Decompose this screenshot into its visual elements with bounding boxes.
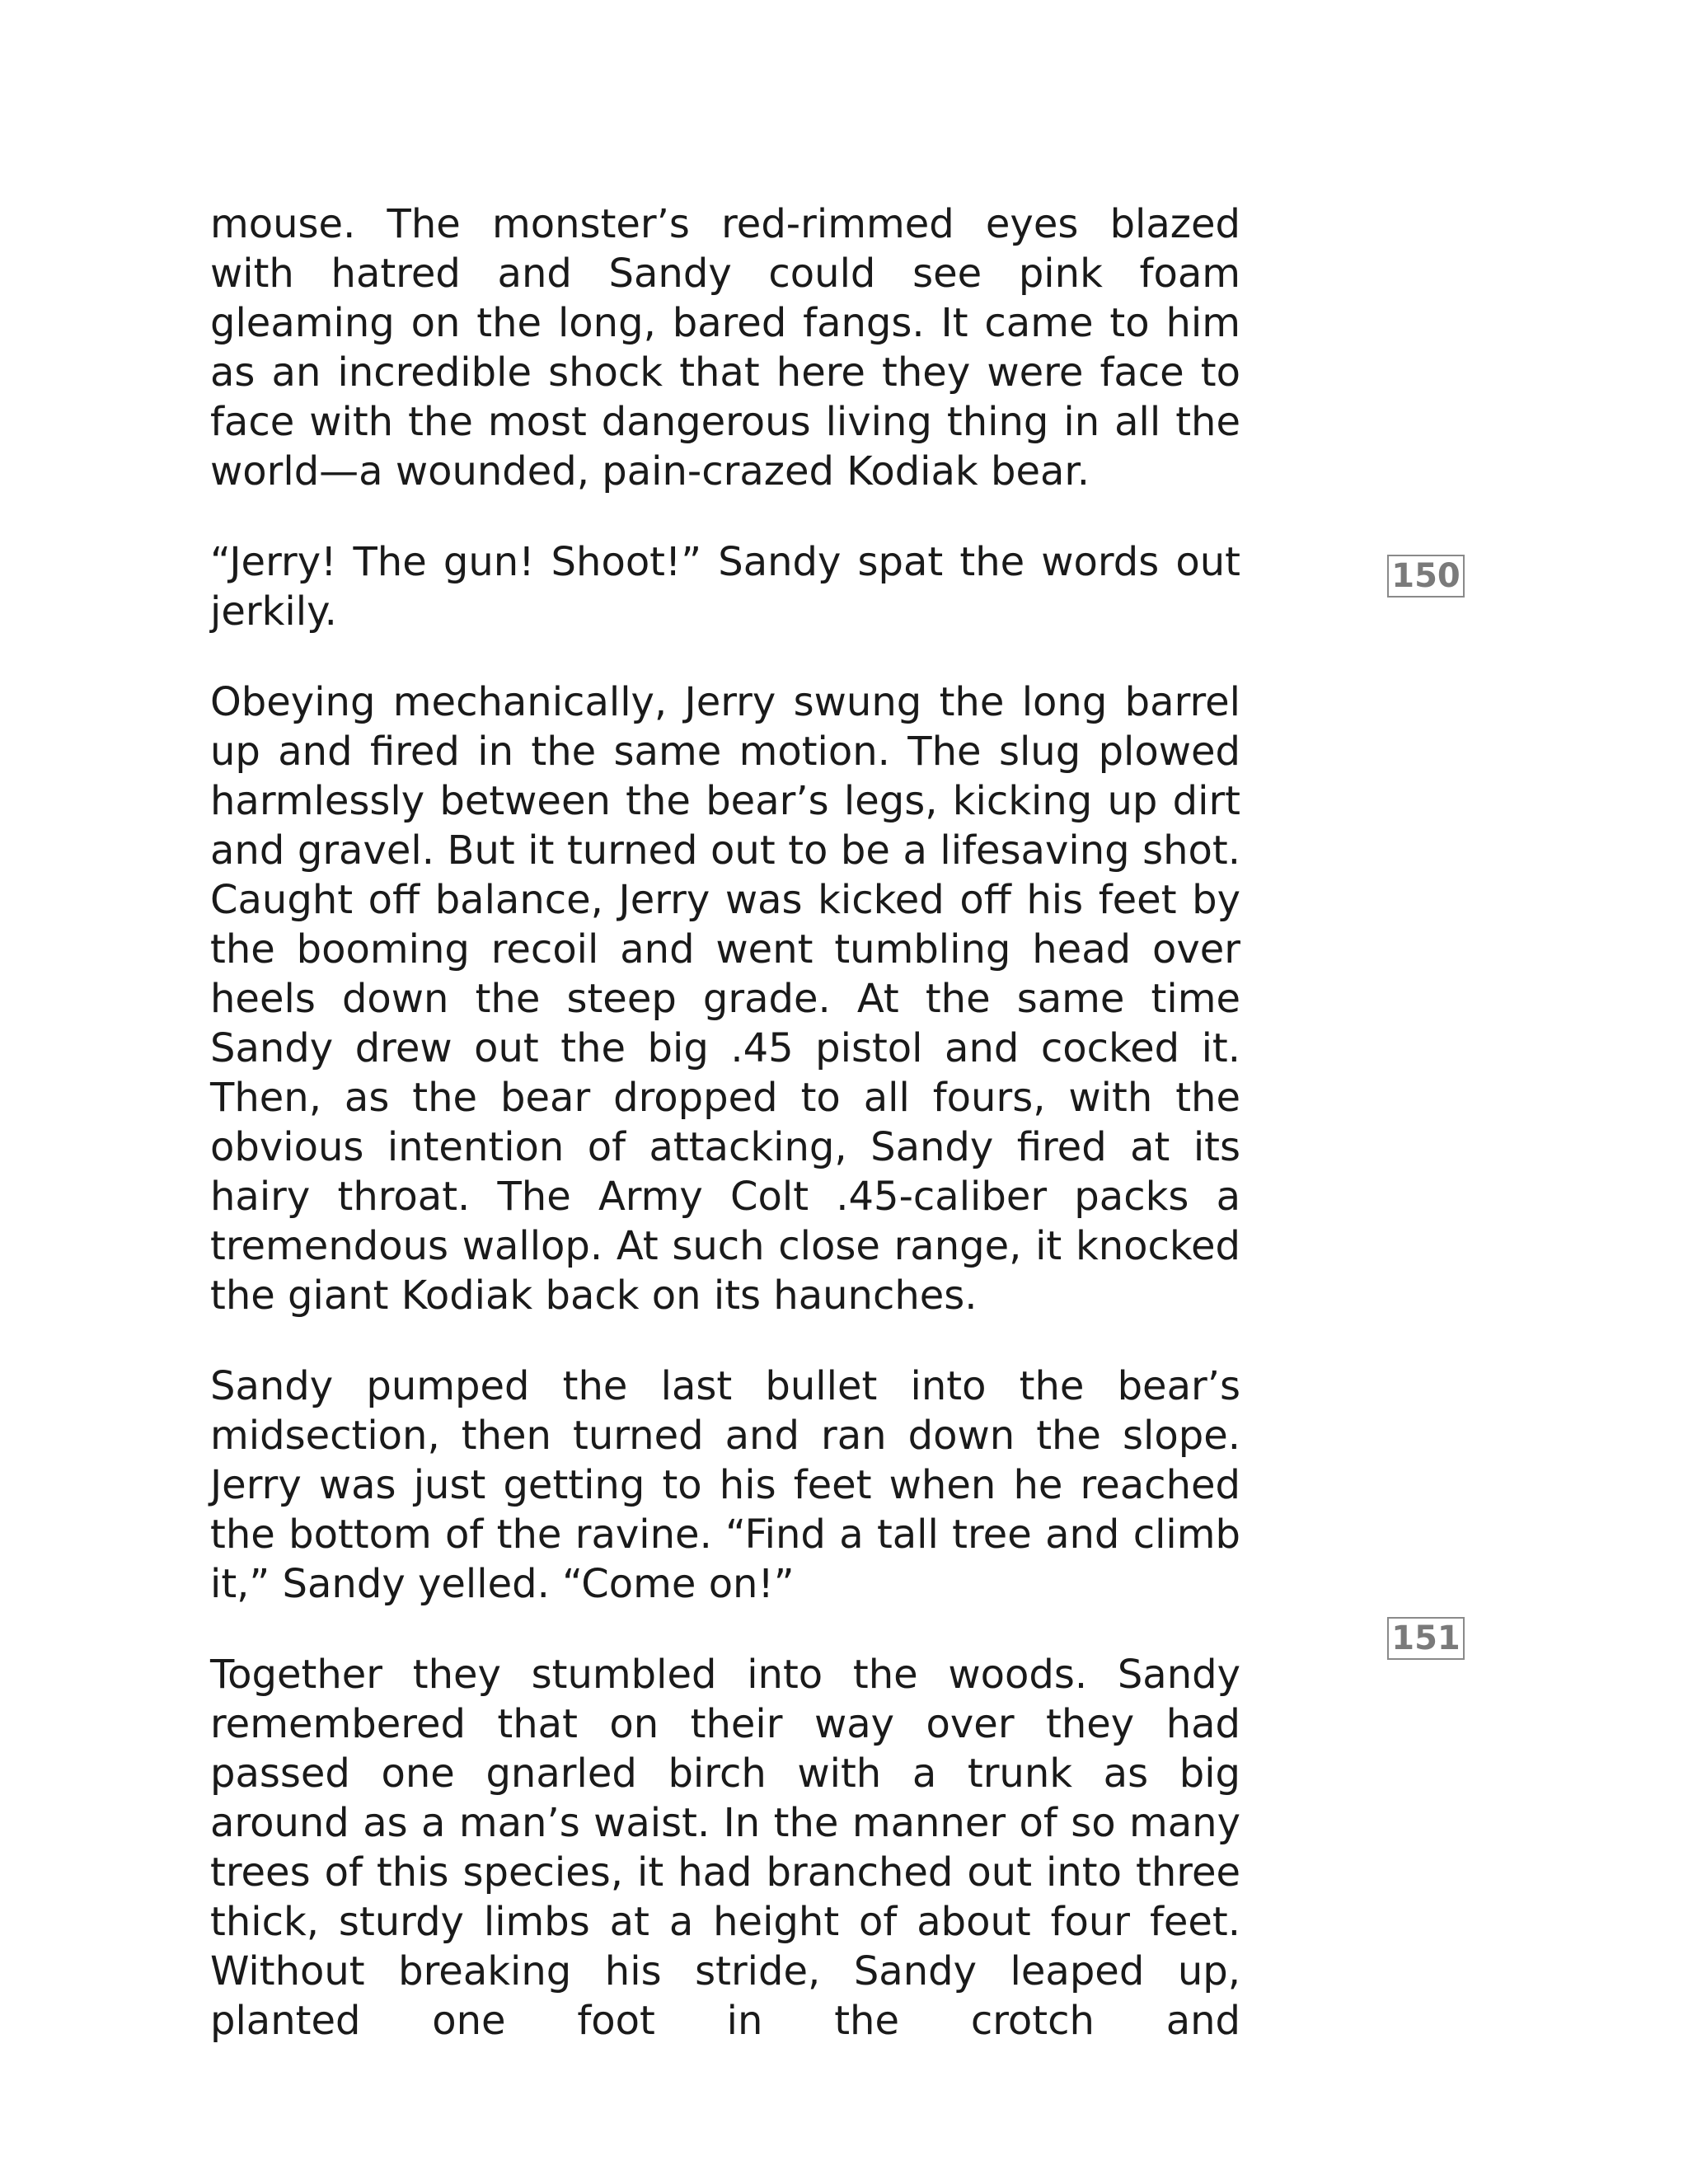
page-number-marker: 151: [1387, 1617, 1465, 1660]
paragraph-2: “Jerry! The gun! Shoot!” Sandy spat the words out jerkily.: [210, 539, 1240, 635]
text-column: [210, 199, 1240, 2046]
paragraph-5: Together they stumbled into the woods. Sandy remembered that on their way over they had passed one gnarled birch with a trunk as big around as a man’s waist. In the manner of so many trees of this species, it had branched out into three thick, sturdy limbs at a height of about four feet. Without breaking his stride, Sandy leaped up, planted one foot in the crotch and: [210, 1652, 1240, 2044]
paragraph-4: Sandy pumped the last bullet into the bear’s midsection, then turned and ran down the slope. Jerry was just getting to his feet when he reached the bottom of the ravine. “Find a tall tree and climb it,” Sandy yelled. “Come on!”: [210, 1363, 1240, 1607]
paragraph-1: mouse. The monster’s red-rimmed eyes blazed with hatred and Sandy could see pink foam gleaming on the long, bared fangs. It came to him as an incredible shock that here they were face to face with the most dangerous living thing in all the world—a wounded, pain-crazed Kodiak bear.: [210, 201, 1240, 494]
paragraph-3: Obeying mechanically, Jerry swung the long barrel up and fired in the same motion. The slug plowed harmlessly between the bear’s legs, kicking up dirt and gravel. But it turned out to be a lifesaving shot. Caught off balance, Jerry was kicked off his feet by the booming recoil and went tumbling head over heels down the steep grade. At the same time Sandy drew out the big .45 pistol and cocked it. Then, as the bear dropped to all fours, with the obvious intention of attacking, Sandy fired at its hairy throat. The Army Colt .45-caliber packs a tremendous wallop. At such close range, it knocked the giant Kodiak back on its haunches.: [210, 679, 1240, 1319]
page-number-marker: 150: [1387, 555, 1465, 598]
